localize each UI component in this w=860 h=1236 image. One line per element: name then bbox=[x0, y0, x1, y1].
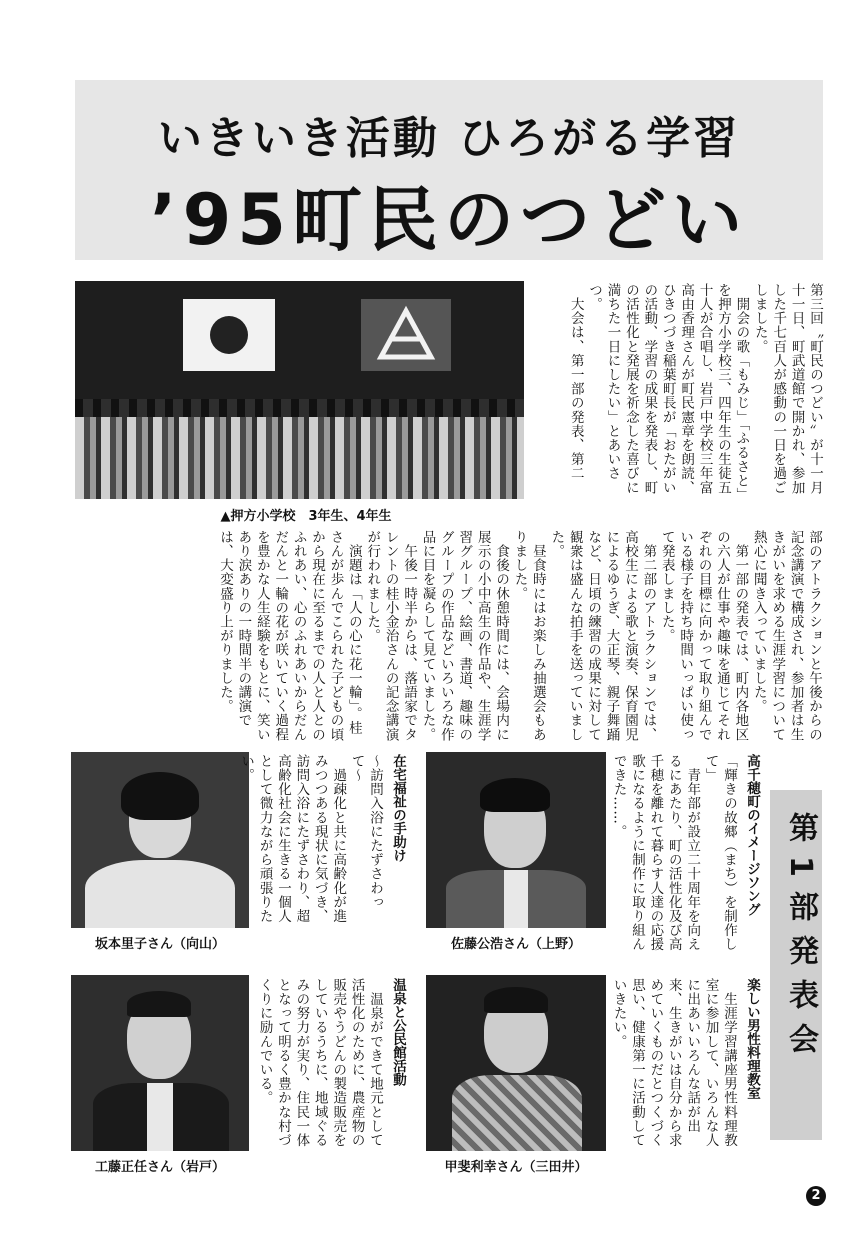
welfare-body: 〜訪問入浴にたずさわって〜 過疎化と共に高齢化が進みつつある現状に気づき、訪問入浴にたずさわり、超高齢化社会に生きる一個人として微力ながら頑張りたい。 bbox=[238, 754, 383, 924]
presenter-caption-2: 佐藤公浩さん（上野） bbox=[450, 937, 581, 952]
person-hair bbox=[484, 987, 548, 1013]
town-flag bbox=[361, 299, 451, 371]
cooking-body: 生涯学習講座男性料理教室に参加して、いろんな人に出あいいろんな話が出来、生きがいは自分から求めていくものだとつくづく思い、健康第一に活動していきたい。 bbox=[610, 978, 737, 1148]
shirt-collar bbox=[147, 1083, 173, 1151]
cooking-heading: 楽しい男性料理教室 bbox=[744, 978, 760, 1100]
stage-photo-caption: ▲押方小学校 3年生、4年生 bbox=[220, 509, 392, 524]
presenter-caption-4: 甲斐利幸さん（三田井） bbox=[444, 1160, 588, 1175]
presenter-caption-3: 工藤正任さん（岩戸） bbox=[94, 1160, 225, 1175]
main-article: 部のアトラクションと午後からの記念講演で構成され、参加者は生きがいを求める生涯学習について熱心に聞き入っていました。 第一部の発表では、町内各地区の六人が仕事や趣味を通じてそれぞれの目標に向かって取り組んでいる様子を持ち時間いっぱい使って発表しました。 第二部のアトラクションでは、高校生による歌と演奏、保育園児によるゆうぎ、大正琴、親子舞踊など、日頃の練習の成果に対して観衆は盛んな拍手を送っていました。 昼食時にはお楽しみ抽選会もありました。 食後の休憩時間には、会場内に展示の小中高生の作品や、生涯学習グループ、絵画、書道、趣味のグループの作品などいろいろな作品に目を凝らして見ていました。 午後一時半からは、落語家でタレントの桂小金治さんの記念講演が行われました。 演題は「人の心に花一輪」。桂さんが歩んでこられた子どもの頃から現在に至るまでの人と人とのふれあい、心のふれあいからだんだんと一輪の花が咲いていく過程を豊かな人生経験をもとに、笑いあり涙ありの一時間半の講演では、大変盛り上がりました。 bbox=[217, 530, 822, 742]
welfare-heading: 在宅福祉の手助け bbox=[390, 754, 406, 862]
onsen-heading: 温泉と公民館活動 bbox=[390, 978, 406, 1086]
person-hair bbox=[121, 772, 199, 820]
page-number: 2 bbox=[806, 1186, 826, 1206]
stage-photo bbox=[75, 281, 524, 499]
choir-group bbox=[75, 411, 524, 499]
title-banner bbox=[75, 80, 823, 260]
intro-article: 第三回〝町民のつどい〟が十一月十一日、町武道館で開かれ、参加した千七百人が感動の一日を過ごしました。 開会の歌「もみじ」「ふるさと」を押方小学校三、四年生の生徒五十人が合唱し、岩戸中学校三年富高由香理さんが町民憲章を朗読、ひきつづき稲葉町長が「おたがいの活動、学習の成果を発表し、町の活性化と発展を祈念した喜びに満ちた一日にしたい」とあいさつ。 大会は、第一部の発表、第二 bbox=[567, 283, 823, 502]
page-title: ’95町民のつどい bbox=[149, 179, 748, 261]
flag-sun bbox=[210, 316, 248, 354]
choir-heads bbox=[75, 399, 524, 417]
presenter-caption-1: 坂本里子さん（向山） bbox=[94, 937, 225, 952]
person-body bbox=[452, 1075, 582, 1151]
song-body: 「輝きの故郷（まち）を制作して」 青年部が設立二十周年を向えるにあたり、町の活性化及び高千穂を離れて暮らす人達の応援歌になるように制作に取り組んできた……。 bbox=[610, 754, 737, 952]
presenter-photo-3 bbox=[71, 975, 249, 1151]
presenter-photo-2 bbox=[426, 752, 606, 928]
section-label-text: 第1部発表会 bbox=[783, 812, 818, 1067]
japan-flag bbox=[183, 299, 275, 371]
town-emblem-icon bbox=[361, 299, 451, 371]
page-subtitle: いきいき活動 ひろがる学習 bbox=[157, 113, 741, 164]
section-label bbox=[770, 790, 822, 1140]
song-heading: 高千穂町のイメージソング bbox=[744, 754, 760, 916]
shirt-collar bbox=[504, 870, 528, 928]
person-hair bbox=[480, 778, 550, 812]
presenter-photo-4 bbox=[426, 975, 606, 1151]
onsen-body: 温泉ができて地元として活性化のために、農産物の販売やうどんの製造販売をしているうちに、地域ぐるみの努力が実り、住民一体となって明るく豊かな村づくりに励んでいる。 bbox=[256, 978, 383, 1148]
person-body bbox=[85, 860, 235, 928]
person-hair bbox=[127, 991, 191, 1017]
presenter-photo-1 bbox=[71, 752, 249, 928]
